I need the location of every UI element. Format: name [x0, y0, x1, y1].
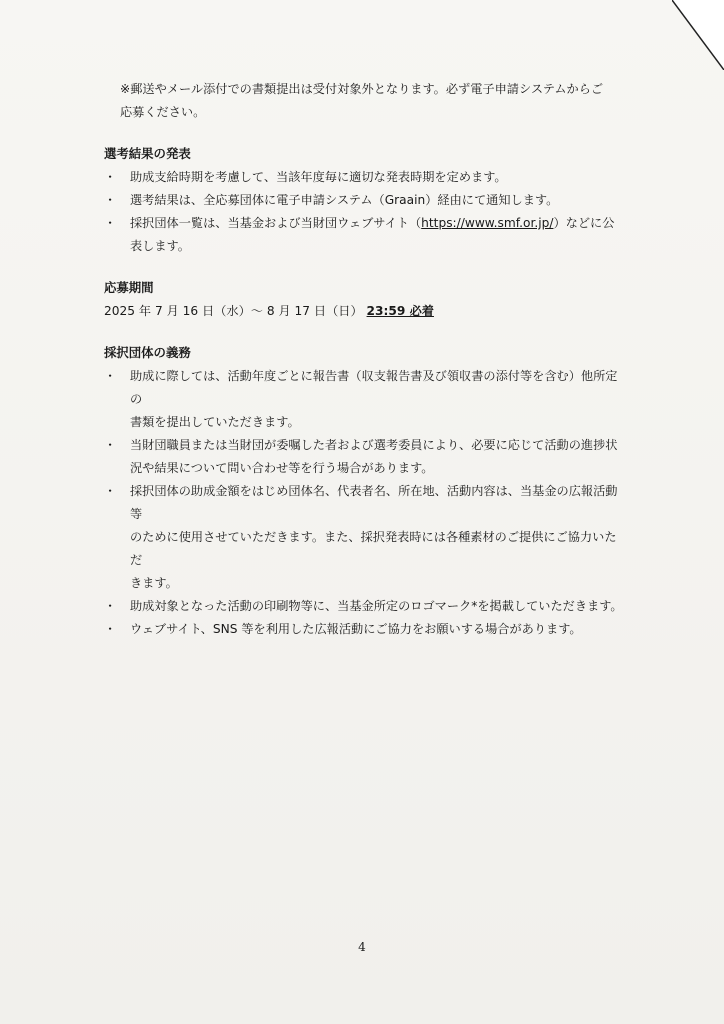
notice-block	[104, 78, 624, 124]
period-heading: 応募期間	[104, 280, 154, 295]
obligations-list	[104, 365, 624, 641]
period-section	[104, 276, 624, 323]
results-section	[104, 142, 624, 258]
list-item: ・ 助成支給時期を考慮して、当該年度毎に適切な発表時期を定めます。	[104, 166, 624, 189]
list-item: ・ 採択団体一覧は、当基金および当財団ウェブサイト（https://www.smf.or.jp/）などに公 表します。	[104, 212, 624, 258]
period-text: 2025 年 7 月 16 日（水）～ 8 月 17 日（日） 23:59 必着	[104, 304, 434, 318]
list-item: ・ ウェブサイト、SNS 等を利用した広報活動にご協力をお願いする場合があります。	[104, 618, 624, 641]
page-number: 4	[358, 940, 366, 954]
folded-corner	[672, 0, 724, 70]
results-list	[104, 166, 624, 258]
page-content	[104, 78, 624, 641]
list-item: ・ 助成に際しては、活動年度ごとに報告書（収支報告書及び領収書の添付等を含む）他所定の 書類を提出していただきます。	[104, 365, 624, 434]
list-item: ・ 助成対象となった活動の印刷物等に、当基金所定のロゴマーク*を掲載していただきます。	[104, 595, 624, 618]
list-item: ・ 当財団職員または当財団が委嘱した者および選考委員により、必要に応じて活動の進捗状 況や結果について問い合わせ等を行う場合があります。	[104, 434, 624, 480]
deadline-text: 23:59 必着	[366, 304, 434, 318]
website-link[interactable]: https://www.smf.or.jp/	[421, 216, 554, 230]
list-item: ・ 採択団体の助成金額をはじめ団体名、代表者名、所在地、活動内容は、当基金の広報活動等 のために使用させていただきます。また、採択発表時には各種素材のご提供にご協力いただ きます。	[104, 480, 624, 595]
obligations-heading: 採択団体の義務	[104, 345, 191, 360]
obligations-section	[104, 341, 624, 641]
list-item: ・ 選考結果は、全応募団体に電子申請システム（Graain）経由にて通知します。	[104, 189, 624, 212]
results-heading: 選考結果の発表	[104, 146, 191, 161]
notice-line-2: 応募ください。	[120, 105, 206, 119]
notice-line-1: ※郵送やメール添付での書類提出は受付対象外となります。必ず電子申請システムからご	[120, 82, 604, 96]
